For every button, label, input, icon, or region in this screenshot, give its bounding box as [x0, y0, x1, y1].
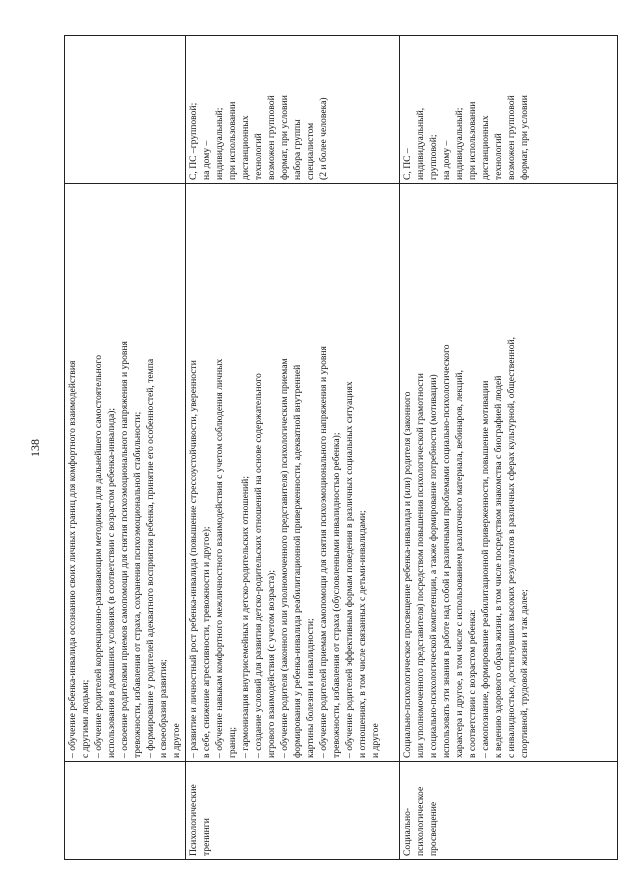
service-name: Психологические тренинги — [188, 784, 212, 856]
service-content-cell — [65, 184, 186, 762]
form-line: возможен групповой — [266, 95, 277, 180]
content-line: – самопознание, формирование реабилитационной приверженности, повышение мотивации — [480, 380, 491, 758]
content-line: в себе, снижение агрессивности, тревожности и другое); — [201, 526, 212, 758]
content-line: использования в домашних условиях (в соответствии с возрастом ребенка-инвалида); — [106, 407, 117, 758]
content-line: – освоение родителями приемов самопомощи для снятия психоэмоционального напряжения и уровня — [119, 341, 130, 758]
page-number: 138 — [28, 439, 42, 457]
service-content-cell — [186, 184, 400, 762]
form-line: возможен групповой — [506, 95, 517, 180]
content-line: или уполномоченного представителя) посредством повышения психологической грамотности — [415, 373, 426, 758]
form-line: С, ПС –групповой; — [188, 102, 199, 180]
services-table — [64, 35, 618, 860]
form-line: групповой; — [428, 134, 439, 180]
content-line: характера и другое, в том числе с использованием разлаточного материала, вебинаров, лекций, — [454, 370, 465, 758]
content-line: с другими людьми; — [80, 679, 91, 758]
service-name-cell — [400, 762, 618, 860]
content-line: формирования у ребенка-инвалида реабилитационной приверженности, адекватной внутренней — [292, 364, 303, 758]
content-line: в соответствии с возрастом ребенка: — [467, 609, 478, 758]
content-line: и отношениях, в том числе связанных с детьми-инвалидами; — [357, 510, 368, 758]
form-line: специалистом — [305, 122, 316, 180]
content-line: игрового взаимодействия (с учетом возраста); — [266, 570, 277, 758]
service-name: Социально-психологическое просвещение — [402, 786, 439, 856]
content-line: спортивной, трудовой жизни и так далее; — [519, 589, 530, 758]
content-line: – обучение родителей коррекционно-развивающим методикам для дальнейшего самостоятельного — [93, 354, 104, 758]
content-line: – обучение родителей эффективным формам поведения в различных социальных ситуациях — [344, 381, 355, 758]
content-line: – создание условий для развития детско-родительских отношений на основе содержательного — [253, 373, 264, 758]
content-line: – гармонизация внутрисемейных и детско-родительских отношений; — [240, 476, 251, 758]
form-line: технологий — [493, 133, 504, 180]
form-line: на дому – — [201, 140, 212, 180]
content-line: к ведению здорового образа жизни, в том числе посредством знакомства с биографией людей — [493, 375, 504, 758]
form-line: дистанционных — [240, 115, 251, 180]
content-line: и другое — [171, 723, 182, 758]
form-line: при использовании — [467, 101, 478, 180]
content-line: с инвалидностью, достигнувших высоких результатов в различных сферах культурной, общественной, — [506, 336, 517, 758]
form-line: индивидуальный; — [454, 107, 465, 180]
service-name-cell — [65, 762, 186, 860]
form-line: С, ПС – — [402, 148, 413, 180]
content-line: тревожности, избавления от страха, сохранения психоэмоциональной стабильности; — [132, 411, 143, 758]
content-line: – обучение ребенка-инвалида осознанию своих личных границ для комфортного взаимодействия — [67, 360, 78, 758]
form-line: дистанционных — [480, 115, 491, 180]
form-line: технологий — [253, 133, 264, 180]
content-line: и своеобразия развития; — [158, 659, 169, 758]
form-line: индивидуальный, — [415, 107, 426, 180]
service-name-cell — [186, 762, 400, 860]
service-form-cell — [65, 36, 186, 184]
content-line: – формирование у родителей адекватного восприятия ребенка, принятие его особенностей, темпа — [145, 358, 156, 758]
service-form-cell — [186, 36, 400, 184]
service-content-cell — [400, 184, 618, 762]
form-line: на дому – — [441, 140, 452, 180]
content-line: использовать эти знания в работе над собой и различными проблемами социально-психологического — [441, 344, 452, 758]
form-line: формат, при условии — [519, 95, 530, 180]
service-form-cell — [400, 36, 618, 184]
content-line: – обучение навыкам комфортного межличностного взаимодействия с учетом соблюдения личных — [214, 358, 225, 758]
content-line: границ; — [227, 726, 238, 758]
content-line: и социально-психологической компетенции, а также формирование потребности (мотивации) — [428, 374, 439, 758]
form-line: (2 и более человека) — [318, 97, 329, 180]
content-line: тревожности, избавления от страха (обусловленными инвалидностью ребенка); — [331, 432, 342, 758]
table-row — [400, 36, 618, 860]
table-row — [186, 36, 400, 860]
content-line: – обучение родителя (законного или уполномоченного представителя) психологическим приемам — [279, 358, 290, 758]
form-line: индивидуальный; — [214, 107, 225, 180]
content-line: и другое — [370, 723, 381, 758]
table-row — [65, 36, 186, 860]
content-line: – развитие и личностный рост ребенка-инвалида (повышение стрессоустойчивости, уверенности — [188, 360, 199, 758]
form-line: набора группы — [292, 119, 303, 180]
form-line: формат, при условии — [279, 95, 290, 180]
content-line: Социально-психологическое просвещение ребенка-инвалида и (или) родителя (законного — [402, 391, 413, 758]
content-line: картины болезни и инвалидности; — [305, 618, 316, 758]
form-line: при использовании — [227, 101, 238, 180]
content-line: – обучение родителей приемам самопомощи для снятия психоэмоционального напряжения и уровня — [318, 346, 329, 758]
